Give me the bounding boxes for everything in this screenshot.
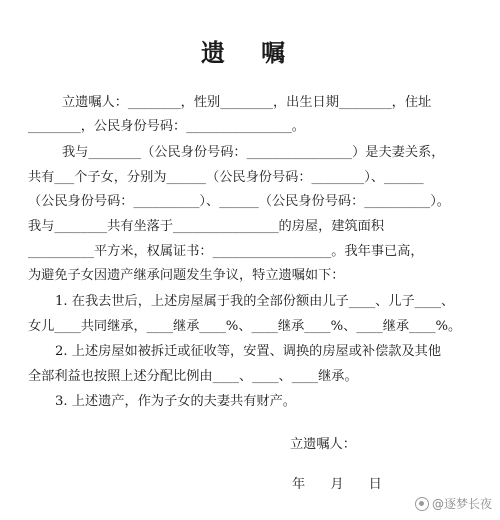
watermark-text: @逐梦长夜: [431, 497, 492, 511]
children-line-1: 共有___个子女，分别为______（公民身份号码：________）、______: [28, 170, 424, 185]
property-line-1: 我与________共有坐落于________________的房屋，建筑面积: [28, 219, 385, 234]
clause-1-line-1: 1. 在我去世后，上述房屋属于我的全部份额由儿子____、儿子____、: [55, 294, 455, 309]
watermark-logo-icon: [415, 497, 429, 511]
testator-line-2: ________，公民身份号码：________________。: [28, 119, 305, 134]
clause-2-line-2: 全部利益也按照上述分配比例由____、____、____继承。: [28, 369, 358, 384]
children-line-2: （公民身份号码：__________）、______（公民身份号码：__________）。: [28, 194, 450, 209]
watermark: [415, 495, 492, 512]
document-title: 遗 嘱: [200, 38, 300, 67]
spouse-line-1: 我与________（公民身份号码：________________）是夫妻关系，: [62, 145, 445, 160]
clause-3: 3. 上述遗产，作为子女的夫妻共有财产。: [55, 394, 296, 409]
signature-label: 立遗嘱人：: [290, 437, 356, 452]
clause-1-line-2: 女儿____共同继承，____继承____%、____继承____%、____继承____%。: [28, 319, 462, 334]
clause-2-line-1: 2. 上述房屋如被拆迁或征收等，安置、调换的房屋或补偿款及其他: [55, 344, 442, 359]
property-line-3: 为避免子女因遗产继承问题发生争议，特立遗嘱如下：: [28, 268, 345, 283]
testator-line-1: 立遗嘱人：________，性别________，出生日期________，住址: [62, 95, 432, 110]
date-line: 年 月 日: [292, 477, 382, 492]
property-line-2: __________平方米，权属证书：__________________。我年事已高，: [28, 244, 424, 259]
